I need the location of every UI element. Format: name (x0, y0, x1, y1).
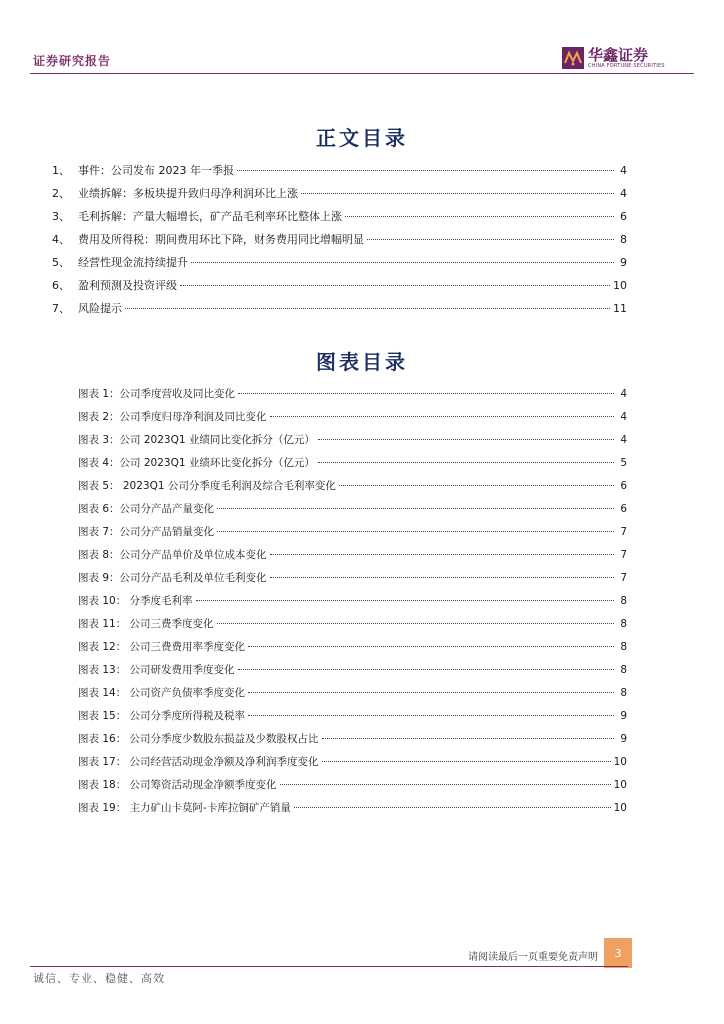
logo-chinese-name: 华鑫证券 (588, 46, 649, 64)
leader-dots (339, 485, 614, 486)
figure-toc-item-page: 4 (620, 388, 627, 400)
figure-toc-item[interactable] (78, 478, 627, 493)
figure-toc-item-title: 图表 2：公司季度归母净利润及同比变化 (78, 411, 267, 423)
figure-toc-item[interactable] (78, 547, 627, 562)
figure-toc-item-page: 4 (620, 411, 627, 423)
toc-item-title: 事件：公司发布 2023 年一季报 (78, 164, 234, 177)
figure-toc-item[interactable] (78, 685, 627, 700)
figure-toc-item-page: 10 (613, 779, 627, 791)
figure-toc-item-page: 10 (613, 756, 627, 768)
figure-toc-item-title: 图表 10： 分季度毛利率 (78, 595, 193, 607)
figure-toc-item-title: 图表 11： 公司三费季度变化 (78, 618, 214, 630)
figure-toc-item-page: 6 (620, 503, 627, 515)
figure-toc-item-page: 7 (620, 526, 627, 538)
toc-item-page: 8 (620, 233, 627, 246)
figure-toc-item-page: 8 (620, 687, 627, 699)
figure-toc-item[interactable] (78, 501, 627, 516)
figure-toc-item-page: 7 (620, 572, 627, 584)
toc-item-title: 业绩拆解：多板块提升致归母净利润环比上涨 (78, 187, 298, 200)
leader-dots (217, 623, 614, 624)
figure-toc-item-title: 图表 13： 公司研发费用季度变化 (78, 664, 235, 676)
leader-dots (196, 600, 614, 601)
figure-toc-item[interactable] (78, 524, 627, 539)
figure-toc-item-page: 8 (620, 618, 627, 630)
figure-toc-item-title: 图表 18： 公司筹资活动现金净额季度变化 (78, 779, 277, 791)
leader-dots (248, 692, 614, 693)
toc-item-number: 7、 (52, 302, 70, 315)
toc-item-number: 5、 (52, 256, 70, 269)
figure-toc-item[interactable] (78, 570, 627, 585)
toc-item[interactable] (52, 277, 627, 293)
company-logo (562, 47, 665, 70)
figure-toc-item-title: 图表 17： 公司经营活动现金净额及净利润季度变化 (78, 756, 319, 768)
toc-item[interactable] (52, 254, 627, 270)
toc-item-title: 盈利预测及投资评级 (78, 279, 177, 292)
toc-item-title: 经营性现金流持续提升 (78, 256, 188, 269)
leader-dots (280, 784, 611, 785)
toc-item-page: 11 (613, 302, 627, 315)
leader-dots (270, 416, 614, 417)
figure-toc-item-title: 图表 5： 2023Q1 公司分季度毛利润及综合毛利率变化 (78, 480, 336, 492)
disclaimer-notice: 请阅读最后一页重要免责声明 (468, 952, 598, 963)
figure-toc-item[interactable] (78, 754, 627, 769)
leader-dots (191, 262, 614, 263)
figure-toc-item-title: 图表 9：公司分产品毛利及单位毛利变化 (78, 572, 267, 584)
leader-dots (270, 577, 614, 578)
leader-dots (301, 193, 614, 194)
figure-toc-item-title: 图表 6：公司分产品产量变化 (78, 503, 215, 515)
toc-item-number: 1、 (52, 164, 70, 177)
company-motto: 诚信、专业、稳健、高效 (33, 972, 165, 985)
figure-toc-item[interactable] (78, 409, 627, 424)
logo-mark-icon (562, 47, 584, 69)
figure-toc-item[interactable] (78, 593, 627, 608)
figure-toc-item-page: 9 (620, 710, 627, 722)
leader-dots (345, 216, 614, 217)
leader-dots (318, 439, 614, 440)
figure-toc-item-title: 图表 15： 公司分季度所得税及税率 (78, 710, 246, 722)
leader-dots (367, 239, 614, 240)
figure-toc-item[interactable] (78, 800, 627, 815)
figure-toc-title: 图表目录 (316, 350, 408, 374)
figure-toc-item-page: 6 (620, 480, 627, 492)
leader-dots (294, 807, 611, 808)
figure-toc-item[interactable] (78, 386, 627, 401)
figure-toc-item[interactable] (78, 432, 627, 447)
toc-item[interactable] (52, 208, 627, 224)
report-type-label: 证券研究报告 (33, 54, 112, 68)
figure-toc-item[interactable] (78, 662, 627, 677)
figure-toc-item-page: 8 (620, 595, 627, 607)
toc-item-number: 6、 (52, 279, 70, 292)
leader-dots (238, 669, 614, 670)
figure-toc-item-title: 图表 12： 公司三费费用率季度变化 (78, 641, 246, 653)
figure-toc-item-title: 图表 1：公司季度营收及同比变化 (78, 388, 236, 400)
toc-item[interactable] (52, 300, 627, 316)
toc-item[interactable] (52, 185, 627, 201)
main-toc-title: 正文目录 (316, 126, 408, 150)
figure-toc-item-title: 图表 4：公司 2023Q1 业绩环比变化拆分（亿元） (78, 457, 315, 469)
figure-toc-item[interactable] (78, 616, 627, 631)
figure-toc-item-page: 10 (613, 802, 627, 814)
toc-item-page: 9 (620, 256, 627, 269)
leader-dots (322, 738, 614, 739)
leader-dots (238, 393, 614, 394)
figure-toc-item-title: 图表 16： 公司分季度少数股东损益及少数股权占比 (78, 733, 319, 745)
leader-dots (217, 531, 614, 532)
leader-dots (180, 285, 610, 286)
toc-item[interactable] (52, 162, 627, 178)
toc-item-number: 3、 (52, 210, 70, 223)
figure-toc-item-title: 图表 19： 主力矿山卡莫阿-卡库拉铜矿产销量 (78, 802, 291, 814)
toc-item-title: 费用及所得税：期间费用环比下降，财务费用同比增幅明显 (78, 233, 364, 246)
header-divider (30, 73, 694, 74)
toc-item-page: 10 (613, 279, 627, 292)
footer-divider (30, 966, 628, 967)
toc-item-number: 4、 (52, 233, 70, 246)
figure-toc-item-page: 8 (620, 641, 627, 653)
figure-toc-item-title: 图表 14： 公司资产负债率季度变化 (78, 687, 246, 699)
figure-toc-item-title: 图表 3：公司 2023Q1 业绩同比变化拆分（亿元） (78, 434, 315, 446)
leader-dots (248, 715, 614, 716)
figure-toc-item[interactable] (78, 731, 627, 746)
toc-item-page: 4 (620, 187, 627, 200)
figure-toc-item-title: 图表 7：公司分产品销量变化 (78, 526, 215, 538)
toc-item-title: 风险提示 (78, 302, 122, 315)
leader-dots (248, 646, 614, 647)
figure-toc-item[interactable] (78, 455, 627, 470)
page-number: 3 (604, 938, 632, 968)
figure-toc-item[interactable] (78, 639, 627, 654)
leader-dots (318, 462, 614, 463)
leader-dots (322, 761, 611, 762)
figure-toc-item-page: 5 (620, 457, 627, 469)
figure-toc-item[interactable] (78, 777, 627, 792)
figure-toc-item-title: 图表 8：公司分产品单价及单位成本变化 (78, 549, 267, 561)
figure-toc-item[interactable] (78, 708, 627, 723)
figure-toc-item-page: 9 (620, 733, 627, 745)
leader-dots (217, 508, 614, 509)
figure-toc-item-page: 4 (620, 434, 627, 446)
toc-item-page: 6 (620, 210, 627, 223)
leader-dots (237, 170, 614, 171)
figure-toc-item-page: 8 (620, 664, 627, 676)
logo-english-name: CHINA FORTUNE SECURITIES (588, 63, 665, 69)
figure-toc-item-page: 7 (620, 549, 627, 561)
toc-item-number: 2、 (52, 187, 70, 200)
toc-item-title: 毛利拆解：产量大幅增长，矿产品毛利率环比整体上涨 (78, 210, 342, 223)
toc-item[interactable] (52, 231, 627, 247)
leader-dots (270, 554, 614, 555)
leader-dots (125, 308, 610, 309)
toc-item-page: 4 (620, 164, 627, 177)
